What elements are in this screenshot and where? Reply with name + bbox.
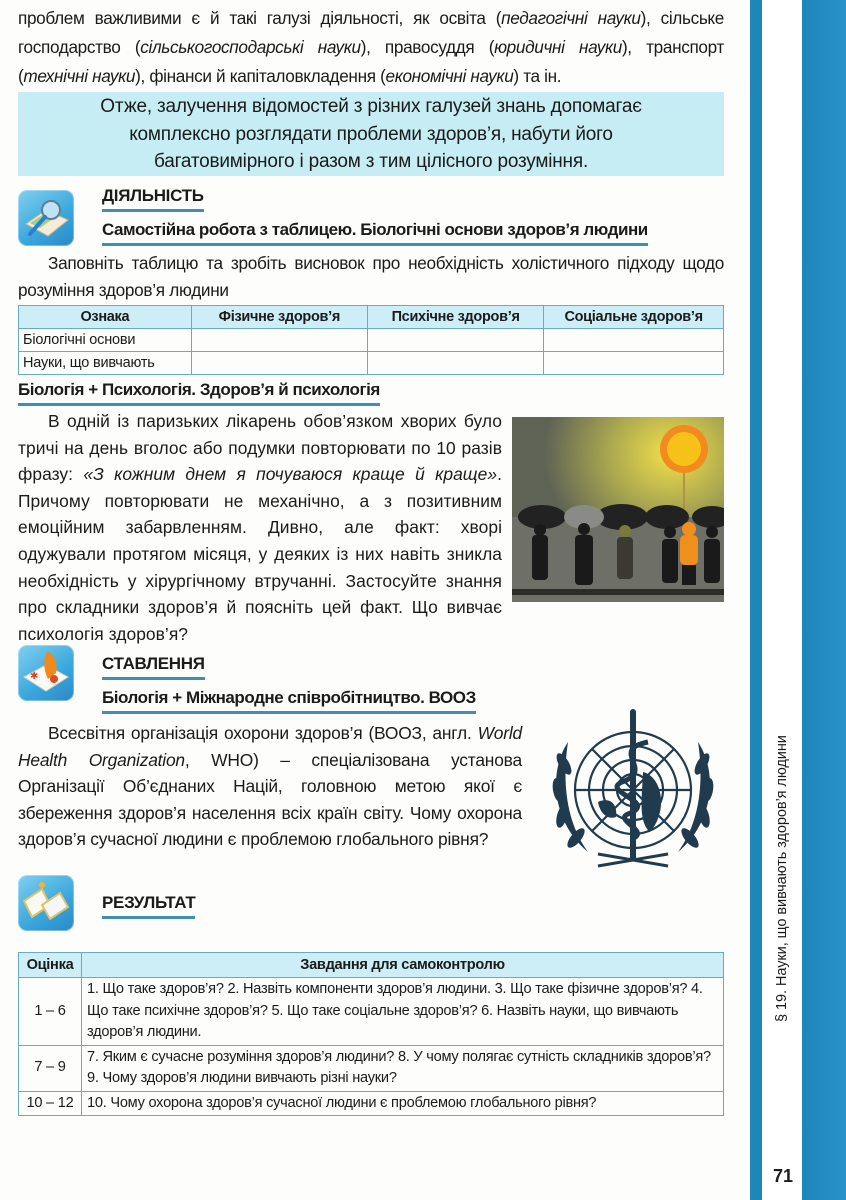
- blank-cell[interactable]: [544, 329, 724, 352]
- magnifier-map-icon: [18, 190, 74, 246]
- psychology-text: В одній із паризьких лікарень обов’язком хворих було тричі на день вголос або подумки повторювати по 10 разів фразу:: [18, 411, 502, 485]
- section-title-result: РЕЗУЛЬТАТ: [102, 893, 195, 919]
- intro-term: технічні науки: [23, 66, 136, 87]
- section-title-activity: ДІЯЛЬНІСТЬ: [102, 186, 204, 212]
- who-paragraph: [18, 720, 522, 853]
- blank-cell[interactable]: [191, 352, 367, 375]
- attitude-subtitle: Біологія + Міжнародне співробітництво. ВООЗ: [102, 688, 476, 714]
- psychology-text: . Причому повторювати не механічно, а з позитивним емоційним забарвленням. Дивно, але факт: хворі одужували протягом місяця, у деяких із них навіть зникла необхідність у хірургічному втручанні. Застосуйте знання про складники здоров’я й поясніть цей факт. Що вивчає психологія здоров’я?: [18, 464, 502, 644]
- column-header: Ознака: [19, 306, 192, 329]
- row-label: Біологічні основи: [19, 329, 192, 352]
- intro-text: ), сільське господарство (: [18, 8, 724, 58]
- intro-text: ), транспорт (: [18, 37, 724, 87]
- column-header: Фізичне здоров’я: [191, 306, 367, 329]
- who-emblem: [538, 702, 728, 872]
- health-basics-table: [18, 305, 724, 375]
- tasks-cell: 10. Чому охорона здоров’я сучасної людини є проблемою глобального рівня?: [82, 1091, 724, 1116]
- callout-line: багатовимірного і разом з тим цілісного розуміння.: [153, 151, 589, 172]
- column-header: Соціальне здоров’я: [544, 306, 724, 329]
- column-header: Оцінка: [19, 953, 82, 978]
- psychology-subtitle: Біологія + Психологія. Здоров’я й психологія: [18, 380, 380, 406]
- callout-line: комплексно розглядати проблеми здоров’я, набути його: [129, 123, 613, 145]
- who-english-name: World Health Organization: [18, 723, 522, 770]
- tasks-cell: 7. Яким є сучасне розуміння здоров’я людини? 8. У чому полягає сутність складників здоров’я? 9. Чому здоров’я людини вивчають різні науки?: [82, 1045, 724, 1091]
- intro-term: педагогічні науки: [501, 8, 641, 28]
- psychology-paragraph: [18, 408, 502, 647]
- margin-stripe: [802, 0, 846, 1200]
- intro-text: ), фінанси й капіталовкладення (: [135, 66, 386, 87]
- intro-term: сільськогосподарські науки: [140, 37, 361, 58]
- activity-subtitle: Самостійна робота з таблицею. Біологічні основи здоров’я людини: [102, 220, 648, 246]
- table-row: [19, 1045, 724, 1091]
- running-title: § 19. Науки, що вивчають здоров’я людини: [774, 735, 790, 1022]
- grade-cell: 1 – 6: [19, 978, 82, 1046]
- who-text: , WHO) – спеціалізована установа Організації Об’єднаних Націй, головною метою якої є збереження здоров’я населення всіх країн світу. Чому охорона здоров’я сучасної людини є проблемою глобального рівня?: [18, 749, 522, 850]
- map-pin-icon: [18, 645, 74, 701]
- open-book-icon: [18, 875, 74, 931]
- who-text: Всесвітня організація охорони здоров’я (ВООЗ, англ.: [48, 723, 478, 743]
- column-header: Психічне здоров’я: [367, 306, 543, 329]
- table-row: [19, 1091, 724, 1116]
- table-row: [19, 329, 724, 352]
- blank-cell[interactable]: [544, 352, 724, 375]
- table-row: [19, 352, 724, 375]
- row-label: Науки, що вивчають: [19, 352, 192, 375]
- table-header-row: [19, 306, 724, 329]
- activity-instruction: Заповніть таблицю та зробіть висновок про необхідність холістичного підходу щодо розуміння здоров’я людини: [18, 253, 724, 300]
- self-check-table: [18, 952, 724, 1116]
- intro-paragraph: [18, 4, 724, 92]
- table-header-row: [19, 953, 724, 978]
- blank-cell[interactable]: [367, 329, 543, 352]
- intro-text: ) та ін.: [513, 66, 562, 87]
- people-umbrellas-sun-illustration: [512, 417, 724, 602]
- svg-text:✱: ✱: [30, 671, 39, 682]
- intro-text: ), правосуддя (: [360, 37, 495, 58]
- grade-cell: 7 – 9: [19, 1045, 82, 1091]
- intro-term: економічні науки: [385, 66, 514, 87]
- callout-line: Отже, залучення відомостей з різних галузей знань допомагає: [100, 96, 642, 117]
- page-number: 71: [772, 1166, 794, 1186]
- blank-cell[interactable]: [367, 352, 543, 375]
- conclusion-callout: [18, 92, 724, 176]
- section-title-attitude: СТАВЛЕННЯ: [102, 654, 205, 680]
- blank-cell[interactable]: [191, 329, 367, 352]
- margin-stripe: [750, 0, 762, 1200]
- intro-term: юридичні науки: [494, 37, 622, 58]
- column-header: Завдання для самоконтролю: [82, 953, 724, 978]
- intro-text: проблем важливими є й такі галузі діяльності, як освіта (: [18, 8, 502, 28]
- grade-cell: 10 – 12: [19, 1091, 82, 1116]
- tasks-cell: 1. Що таке здоров’я? 2. Назвіть компоненти здоров’я людини. 3. Що таке фізичне здоров’я? 4. Що таке психічне здоров’я? 5. Що таке соціальне здоров’я? 6. Назвіть науки, що вивчають здоров’я людини.: [82, 978, 724, 1046]
- table-row: [19, 978, 724, 1046]
- psychology-quote: «З кожним днем я почуваюся краще й краще»: [83, 464, 498, 485]
